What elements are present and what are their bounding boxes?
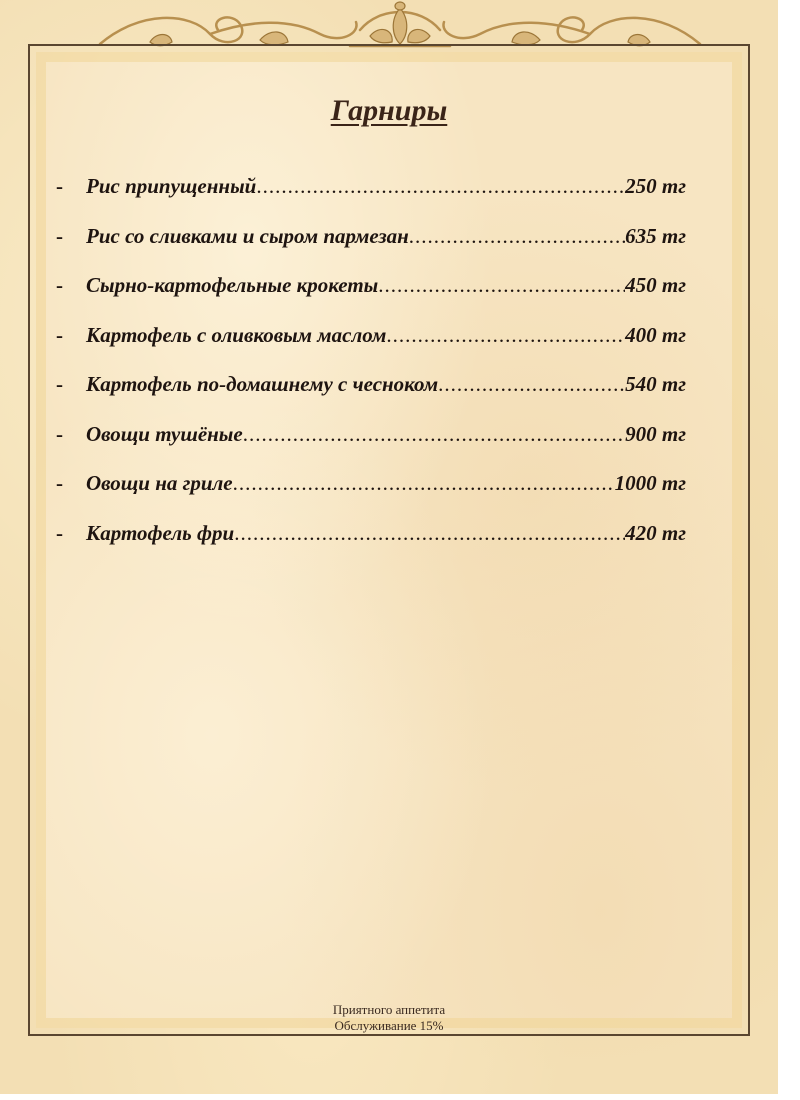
dot-leader [438, 372, 625, 397]
menu-item-price: 540 тг [625, 372, 686, 396]
menu-item-price: 450 тг [625, 273, 686, 297]
menu-item [56, 422, 686, 472]
footer-service-charge: Обслуживание 15% [334, 1018, 444, 1033]
menu-item-price: 635 тг [625, 223, 686, 248]
list-bullet: - [56, 520, 63, 545]
dot-leader [234, 521, 625, 546]
menu-item [56, 521, 686, 571]
menu-item-price: 400 тг [625, 322, 686, 347]
menu-item [56, 471, 686, 521]
menu-item-name: Картофель с оливковым маслом [86, 322, 387, 347]
dot-leader [409, 224, 625, 249]
list-bullet: - [56, 471, 63, 495]
menu-item-name: Картофель фри [86, 520, 235, 545]
menu-item-price: 900 тг [625, 421, 686, 446]
list-bullet: - [56, 372, 63, 396]
menu-footer [36, 1002, 742, 1034]
menu-item-name: Сырно-картофельные крокеты [86, 273, 379, 297]
menu-item [56, 224, 686, 274]
menu-item-name: Рис припущенный [86, 174, 257, 198]
list-bullet: - [56, 174, 63, 198]
menu-item-name: Картофель по-домашнему с чесноком [86, 372, 439, 396]
menu-item-price: 1000 тг [614, 471, 686, 495]
menu-item [56, 323, 686, 373]
dot-leader [386, 323, 625, 348]
dot-leader [256, 174, 625, 199]
menu-item-list [56, 174, 686, 570]
dot-leader [233, 471, 615, 496]
menu-item [56, 372, 686, 422]
list-bullet: - [56, 421, 63, 446]
dot-leader [243, 422, 625, 447]
list-bullet: - [56, 273, 63, 297]
menu-item-name: Овощи тушёные [86, 421, 243, 446]
menu-item [56, 273, 686, 323]
page-title: Гарниры [330, 94, 448, 127]
menu-item-price: 250 тг [625, 174, 686, 198]
menu-item-price: 420 тг [625, 520, 686, 545]
footer-greeting: Приятного аппетита [332, 1002, 446, 1017]
menu-item-name: Овощи на гриле [86, 471, 233, 495]
menu-item-name: Рис со сливками и сыром пармезан [86, 223, 409, 248]
list-bullet: - [56, 322, 63, 347]
menu-item [56, 174, 686, 224]
list-bullet: - [56, 223, 63, 248]
dot-leader [378, 273, 625, 298]
